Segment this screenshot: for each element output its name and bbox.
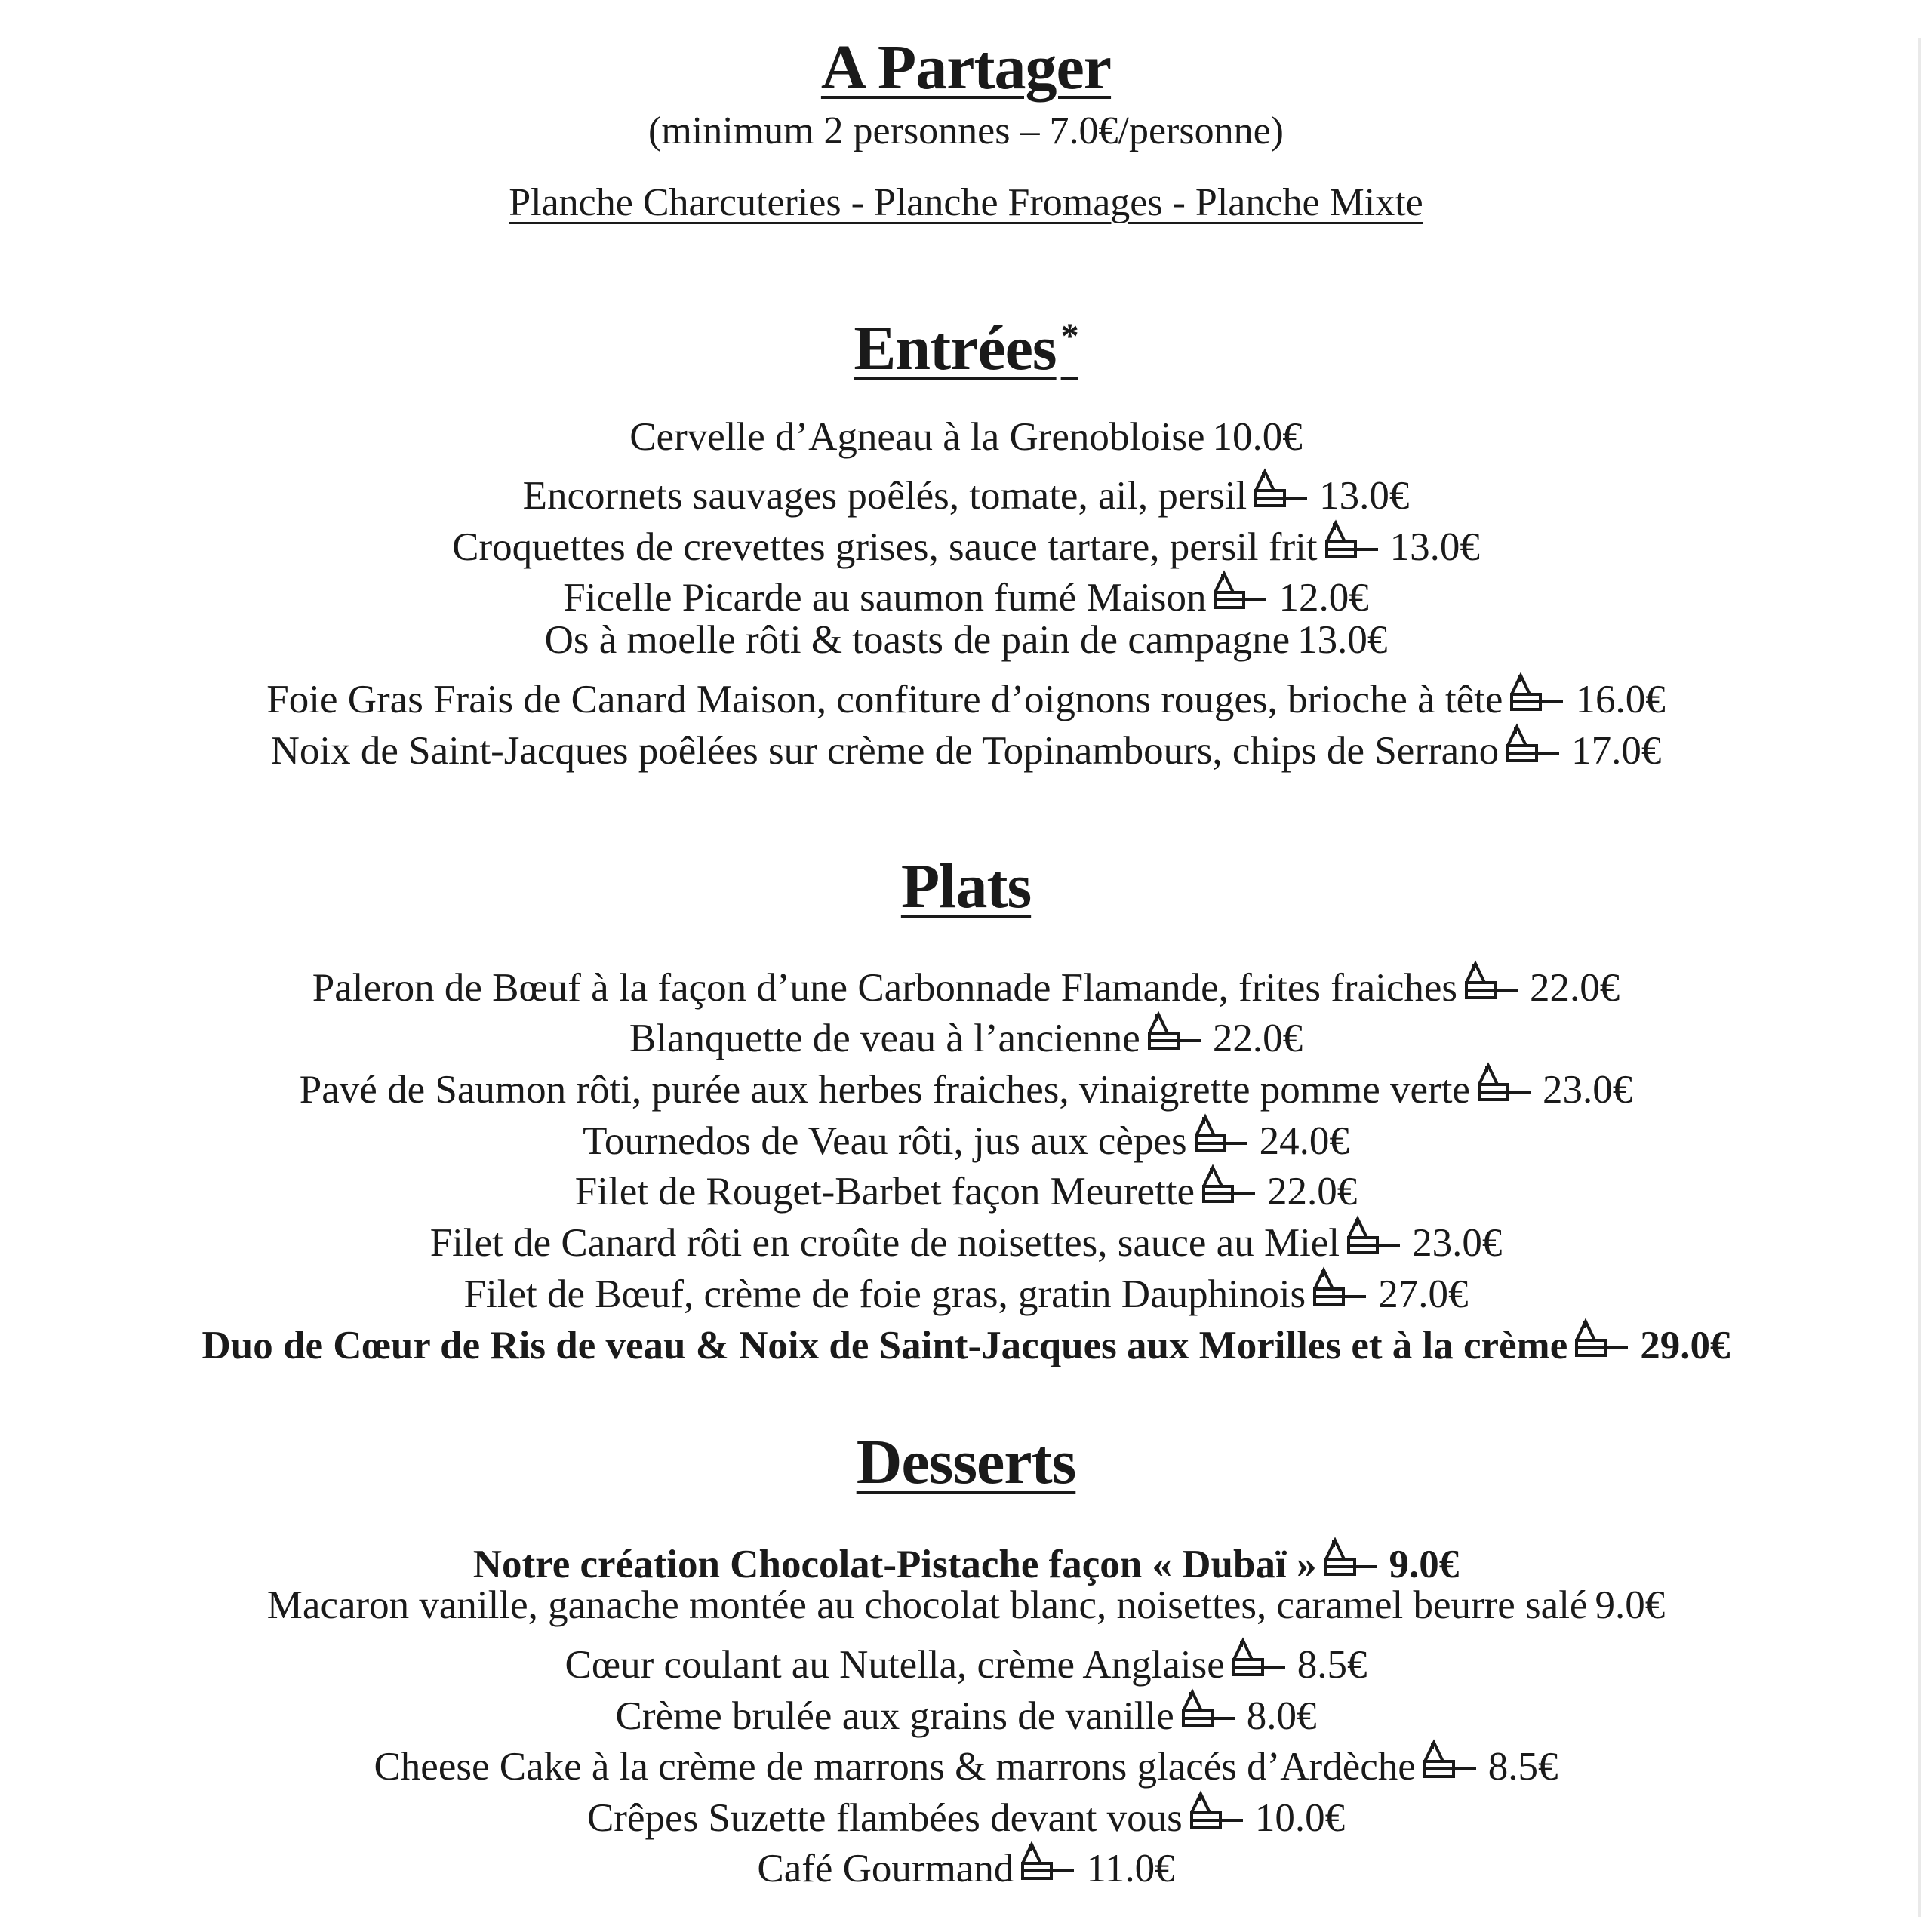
menu-item-price: 9.0€ — [1389, 1543, 1460, 1586]
menu-item — [0, 1113, 1932, 1161]
menu-item-name: Foie Gras Frais de Canard Maison, confiture d’oignons rouges, brioche à tête — [266, 678, 1503, 721]
menu-item-name: Filet de Bœuf, crème de foie gras, gratin Dauphinois — [463, 1272, 1306, 1316]
menu-item-name: Ficelle Picarde au saumon fumé Maison — [563, 576, 1207, 620]
menu-item-name: Notre création Chocolat-Pistache façon « Dubaï » — [472, 1543, 1317, 1586]
menu-item — [0, 960, 1932, 1008]
menu-item — [0, 723, 1932, 771]
menu-item-price: 22.0€ — [1266, 1170, 1358, 1214]
menu-item — [0, 1583, 1932, 1627]
fait-maison-house-icon — [1309, 1266, 1367, 1310]
menu-item — [0, 1318, 1932, 1366]
fait-maison-house-icon — [1473, 1062, 1532, 1106]
fait-maison-house-icon — [1571, 1318, 1629, 1361]
menu-item — [0, 1637, 1932, 1685]
menu-item-price: 8.0€ — [1246, 1694, 1317, 1738]
menu-item-price: 8.5€ — [1487, 1745, 1558, 1789]
menu-item-price: 29.0€ — [1640, 1324, 1730, 1367]
fait-maison-house-icon — [1190, 1113, 1249, 1157]
menu-item-price: 23.0€ — [1542, 1068, 1633, 1112]
menu-item — [0, 620, 1932, 660]
menu-item-name: Macaron vanille, ganache montée au chocolat blanc, noisettes, caramel beurre salé — [266, 1583, 1588, 1627]
menu-item — [0, 468, 1932, 516]
fait-maison-house-icon — [1502, 723, 1561, 767]
menu-item — [0, 519, 1932, 568]
menu-item-price: 13.0€ — [1389, 525, 1480, 569]
menu-item-price: 16.0€ — [1575, 678, 1666, 721]
menu-item — [0, 1537, 1932, 1585]
menu-item — [0, 1215, 1932, 1263]
menu-item-name: Café Gourmand — [757, 1847, 1014, 1890]
fait-maison-house-icon — [1320, 1537, 1379, 1580]
menu-item-price: 27.0€ — [1378, 1272, 1469, 1316]
fait-maison-house-icon — [1143, 1011, 1202, 1054]
menu-item — [0, 1266, 1932, 1315]
fait-maison-house-icon — [1321, 519, 1380, 563]
menu-item-name: Noix de Saint-Jacques poêlées sur crème de Topinambours, chips de Serrano — [270, 729, 1500, 773]
fait-maison-house-icon — [1228, 1637, 1287, 1681]
menu-item — [0, 1739, 1932, 1787]
menu-item — [0, 1164, 1932, 1212]
menu-item-name: Pavé de Saumon rôti, purée aux herbes fraiches, vinaigrette pomme verte — [299, 1068, 1470, 1112]
menu-item-price: 23.0€ — [1412, 1221, 1503, 1265]
section-title-partager — [0, 32, 1932, 103]
menu-item-name: Duo de Cœur de Ris de veau & Noix de Saint-Jacques aux Morilles et à la crème — [202, 1324, 1568, 1367]
menu-item-name: Cœur coulant au Nutella, crème Anglaise — [565, 1643, 1225, 1687]
menu-item-price: 17.0€ — [1571, 729, 1662, 773]
menu-item-name: Paleron de Bœuf à la façon d’une Carbonnade Flamande, frites fraiches — [312, 966, 1458, 1010]
menu-item-price: 11.0€ — [1086, 1847, 1175, 1890]
fait-maison-house-icon — [1419, 1739, 1478, 1783]
fait-maison-house-icon — [1209, 570, 1268, 614]
menu-item — [0, 417, 1932, 457]
partager-boards: Planche Charcuteries - Planche Fromages - Planche Mixte — [509, 181, 1423, 224]
menu-item-name: Filet de Rouget-Barbet façon Meurette — [574, 1170, 1195, 1214]
menu-item-name: Crème brulée aux grains de vanille — [615, 1694, 1174, 1738]
menu-item-name: Os à moelle rôti & toasts de pain de campagne — [544, 618, 1291, 662]
menu-item-price: 12.0€ — [1278, 576, 1369, 620]
menu-item-name: Cheese Cake à la crème de marrons & marrons glacés d’Ardèche — [374, 1745, 1416, 1789]
plats-title: Plats — [900, 851, 1032, 921]
menu-item-price: 9.0€ — [1595, 1583, 1666, 1627]
section-title-entrees — [0, 313, 1932, 383]
menu-item-name: Cervelle d’Agneau à la Grenobloise — [629, 415, 1205, 459]
menu-item — [0, 1841, 1932, 1889]
fait-maison-house-icon — [1198, 1164, 1257, 1208]
menu-item — [0, 672, 1932, 720]
menu-item — [0, 570, 1932, 618]
section-title-plats — [0, 851, 1932, 921]
menu-item-name: Tournedos de Veau rôti, jus aux cèpes — [583, 1119, 1187, 1163]
menu-item-price: 10.0€ — [1254, 1796, 1346, 1840]
menu-item — [0, 1062, 1932, 1110]
menu-item-price: 13.0€ — [1319, 474, 1410, 518]
desserts-title: Desserts — [856, 1427, 1076, 1497]
menu-item-name: Crêpes Suzette flambées devant vous — [586, 1796, 1183, 1840]
menu-item-name: Filet de Canard rôti en croûte de noisettes, sauce au Miel — [429, 1221, 1340, 1265]
menu-item-name: Encornets sauvages poêlés, tomate, ail, persil — [522, 474, 1247, 518]
fait-maison-house-icon — [1343, 1215, 1401, 1259]
menu-item-price: 24.0€ — [1259, 1119, 1349, 1163]
section-title-desserts — [0, 1427, 1932, 1497]
fait-maison-house-icon — [1177, 1688, 1236, 1732]
menu-item-name: Blanquette de veau à l’ancienne — [629, 1017, 1140, 1060]
entrees-asterisk: * — [1060, 316, 1078, 356]
menu-item — [0, 1011, 1932, 1059]
menu-item-price: 22.0€ — [1212, 1017, 1303, 1060]
menu-item — [0, 1790, 1932, 1838]
menu-item — [0, 1688, 1932, 1737]
fait-maison-house-icon — [1460, 960, 1519, 1004]
partager-subtitle: (minimum 2 personnes – 7.0€/personne) — [648, 109, 1284, 152]
entrees-title: Entrées — [854, 313, 1057, 383]
fait-maison-house-icon — [1250, 468, 1309, 512]
menu-item-name: Croquettes de crevettes grises, sauce tartare, persil frit — [452, 525, 1318, 569]
menu-item-price: 13.0€ — [1297, 618, 1388, 662]
partager-title: A Partager — [820, 32, 1112, 103]
fait-maison-house-icon — [1186, 1790, 1244, 1834]
menu-item-price: 22.0€ — [1530, 966, 1620, 1010]
fait-maison-house-icon — [1506, 672, 1564, 715]
menu-item-price: 8.5€ — [1297, 1643, 1367, 1687]
fait-maison-house-icon — [1017, 1841, 1075, 1884]
menu-item-price: 10.0€ — [1212, 415, 1303, 459]
